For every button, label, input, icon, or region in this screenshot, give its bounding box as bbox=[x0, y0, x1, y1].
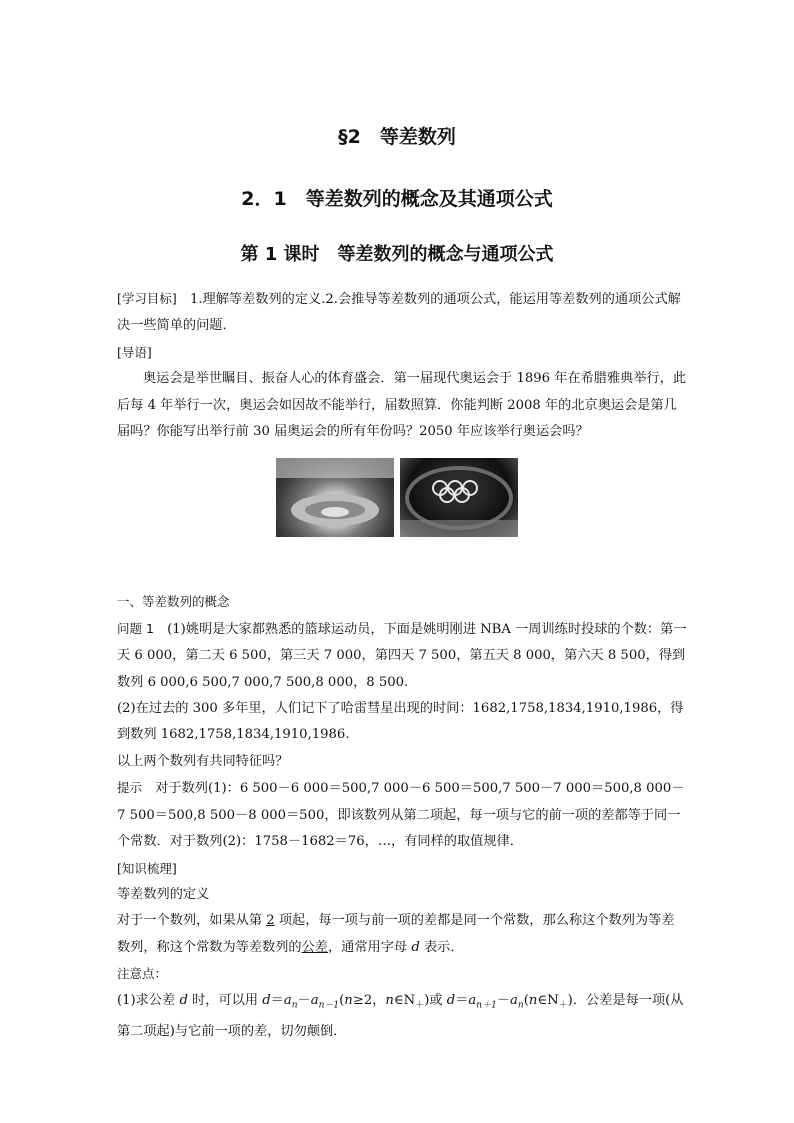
note-part: － bbox=[297, 992, 311, 1008]
question-1 bbox=[117, 616, 687, 696]
def-part: 对于一个数列，如果从第 bbox=[117, 913, 267, 929]
question-label: 问题 1 bbox=[117, 620, 154, 636]
knowledge-label: [知识梳理] bbox=[117, 860, 177, 876]
olympic-rings-graphic bbox=[400, 458, 518, 537]
note-part: － bbox=[496, 992, 511, 1008]
note-part: n bbox=[517, 1000, 524, 1011]
def-part: 表示． bbox=[419, 939, 464, 955]
subsection-title: 2．1 等差数列的概念及其通项公式 bbox=[241, 188, 553, 210]
note-part: n bbox=[344, 992, 353, 1008]
def-blank-common-difference: 公差 bbox=[301, 939, 328, 955]
note-part: (1)求公差 bbox=[117, 992, 180, 1008]
def-part: 项起，每一项与前一项的差都是同一个常数，那么称这个数列为等差数列，称这个常数为等差数列的 bbox=[117, 913, 675, 955]
hint-label: 提示 bbox=[117, 780, 143, 796]
intro-images bbox=[276, 458, 518, 537]
goals-label: [学习目标] bbox=[117, 291, 177, 306]
note-1 bbox=[117, 988, 687, 1045]
stadium-photo-graphic bbox=[276, 458, 394, 537]
note-part: n bbox=[291, 1000, 298, 1011]
olympic-rings-photo bbox=[400, 458, 518, 537]
question-2-text: (2)在过去的 300 多年里，人们记下了哈雷彗星出现的时间：1682,1758,1834,1910,1986，得到数列 1682,1758,1834,1910,1986. bbox=[117, 701, 684, 743]
question-1-text: (1)姚明是大家都熟悉的篮球运动员，下面是姚明刚进 NBA 一周训练时投球的个数：第一天 6 000，第二天 6 500，第三天 7 000，第四天 7 500，第五天 8 000，第六天 8 500，得到数列 6 000,6 500,7 000,7 500,8 000，8 500. bbox=[117, 621, 687, 690]
lesson-title: 第 1 课时 等差数列的概念与通项公式 bbox=[240, 244, 554, 265]
note-part: ＝ bbox=[270, 992, 284, 1008]
note-part: a bbox=[283, 992, 292, 1008]
note-part: ∈N bbox=[537, 992, 559, 1008]
definition-title: 等差数列的定义 bbox=[117, 886, 210, 902]
def-symbol-d: d bbox=[411, 939, 420, 955]
definition-text bbox=[117, 908, 687, 961]
note-label: 注意点： bbox=[117, 966, 168, 982]
note-part: ≥2， bbox=[352, 992, 386, 1008]
note-part: ＋ bbox=[415, 1000, 425, 1011]
note-part: ( bbox=[339, 992, 345, 1008]
question-3-text: 以上两个数列有共同特征吗？ bbox=[117, 753, 289, 769]
note-part: d bbox=[179, 992, 188, 1008]
note-part: ∈N bbox=[393, 992, 416, 1008]
document-body bbox=[117, 286, 687, 1045]
learning-goals bbox=[117, 286, 687, 340]
intro-text: 奥运会是举世瞩目、振奋人心的体育盛会．第一届现代奥运会于 1896 年在希腊雅典举行，此后每 4 年举行一次，奥运会如因故不能举行，届数照算．你能判断 2008 年的北京奥运会是第几届吗？你能写出举行前 30 届奥运会的所有年份吗？2050 年应该举行奥运会吗？ bbox=[117, 371, 687, 440]
note-part: ( bbox=[523, 992, 529, 1008]
note-part: a bbox=[510, 992, 518, 1008]
note-part: )或 bbox=[424, 992, 447, 1008]
note-part: ＋ bbox=[558, 1000, 568, 1011]
hint-text: 对于数列(1)：6 500－6 000＝500,7 000－6 500＝500,7 500－7 000＝500,8 000－7 500＝500,8 500－8 000＝500，即该数列从第二项起，每一项与它的前一项的差都等于同一个常数．对于数列(2)：1758－1682＝76，…，有同样的取值规律． bbox=[117, 781, 685, 850]
note-part: d bbox=[446, 992, 456, 1008]
section-title: §2 等差数列 bbox=[338, 126, 456, 148]
note-part: n＋1 bbox=[476, 1000, 497, 1011]
note-part: n bbox=[385, 992, 394, 1008]
note-part: a bbox=[468, 992, 477, 1008]
def-part: ，通常用字母 bbox=[328, 939, 412, 955]
note-part: d bbox=[262, 992, 271, 1008]
note-part: 时，可以用 bbox=[187, 992, 263, 1008]
hint bbox=[117, 775, 687, 855]
note-part: ＝ bbox=[455, 992, 469, 1008]
concept-heading: 一、等差数列的概念 bbox=[117, 594, 230, 610]
note-part: a bbox=[310, 992, 319, 1008]
def-blank-2: 2 bbox=[266, 913, 275, 929]
goals-text: 1.理解等差数列的定义.2.会推导等差数列的通项公式，能运用等差数列的通项公式解决一些简单的问题． bbox=[117, 292, 681, 334]
note-part: )．公差是每一项(从第二项起)与它前一项的差，切勿颠倒． bbox=[117, 992, 684, 1039]
stadium-photo bbox=[276, 458, 394, 537]
intro-label: [导语] bbox=[117, 344, 152, 360]
note-part: n bbox=[528, 992, 538, 1008]
note-part: n－1 bbox=[318, 1000, 340, 1011]
